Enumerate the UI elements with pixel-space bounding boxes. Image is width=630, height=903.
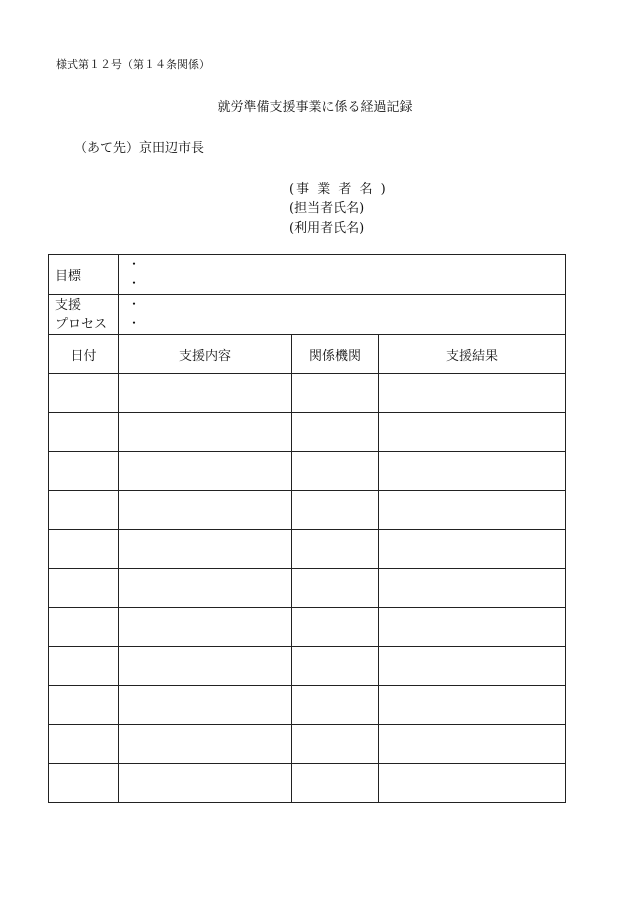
support-content-cell[interactable] (119, 686, 292, 725)
column-header-date: 日付 (49, 335, 119, 374)
column-header-support-content: 支援内容 (119, 335, 292, 374)
user-name-label: (利用者氏名) (289, 221, 365, 236)
related-agency-cell[interactable] (292, 764, 379, 803)
process-bullet: ・ (128, 316, 141, 330)
process-row (49, 295, 566, 335)
related-agency-cell[interactable] (292, 530, 379, 569)
table-row (49, 413, 566, 452)
support-result-cell[interactable] (379, 491, 566, 530)
table-row (49, 452, 566, 491)
support-content-cell[interactable] (119, 491, 292, 530)
record-rows (49, 374, 566, 803)
date-cell[interactable] (49, 725, 119, 764)
support-result-cell[interactable] (379, 647, 566, 686)
support-content-cell[interactable] (119, 725, 292, 764)
table-row (49, 764, 566, 803)
date-cell[interactable] (49, 452, 119, 491)
process-field[interactable] (119, 295, 566, 335)
support-content-cell[interactable] (119, 530, 292, 569)
goal-bullet: ・ (128, 257, 141, 271)
support-content-cell[interactable] (119, 764, 292, 803)
business-name-label: (事 業 者 名 ) (289, 182, 388, 197)
column-header-support-result: 支援結果 (379, 335, 566, 374)
table-row (49, 647, 566, 686)
table-row (49, 725, 566, 764)
addressee: （あて先）京田辺市長 (74, 141, 205, 156)
support-content-cell[interactable] (119, 452, 292, 491)
related-agency-cell[interactable] (292, 647, 379, 686)
support-result-cell[interactable] (379, 530, 566, 569)
support-result-cell[interactable] (379, 725, 566, 764)
date-cell[interactable] (49, 530, 119, 569)
process-bullet: ・ (128, 297, 141, 311)
date-cell[interactable] (49, 647, 119, 686)
table-row (49, 374, 566, 413)
date-cell[interactable] (49, 608, 119, 647)
support-result-cell[interactable] (379, 452, 566, 491)
related-agency-cell[interactable] (292, 374, 379, 413)
goal-field[interactable] (119, 255, 566, 295)
goal-bullet: ・ (128, 276, 141, 290)
column-header-related-agency: 関係機関 (292, 335, 379, 374)
support-result-cell[interactable] (379, 608, 566, 647)
date-cell[interactable] (49, 569, 119, 608)
process-label: 支援 プロセス (49, 295, 119, 335)
related-agency-cell[interactable] (292, 491, 379, 530)
related-agency-cell[interactable] (292, 608, 379, 647)
table-row (49, 686, 566, 725)
related-agency-cell[interactable] (292, 452, 379, 491)
support-result-cell[interactable] (379, 686, 566, 725)
date-cell[interactable] (49, 491, 119, 530)
form-number: 様式第１２号（第１４条関係） (56, 58, 210, 71)
support-content-cell[interactable] (119, 569, 292, 608)
support-content-cell[interactable] (119, 608, 292, 647)
related-agency-cell[interactable] (292, 725, 379, 764)
support-content-cell[interactable] (119, 374, 292, 413)
date-cell[interactable] (49, 413, 119, 452)
table-row (49, 608, 566, 647)
table-row (49, 530, 566, 569)
table-row (49, 569, 566, 608)
related-agency-cell[interactable] (292, 686, 379, 725)
date-cell[interactable] (49, 374, 119, 413)
support-result-cell[interactable] (379, 374, 566, 413)
table-row (49, 491, 566, 530)
goal-row (49, 255, 566, 295)
support-result-cell[interactable] (379, 569, 566, 608)
staff-name-label: (担当者氏名) (289, 201, 365, 216)
support-result-cell[interactable] (379, 413, 566, 452)
related-agency-cell[interactable] (292, 413, 379, 452)
support-result-cell[interactable] (379, 764, 566, 803)
column-header-row (49, 335, 566, 374)
date-cell[interactable] (49, 686, 119, 725)
progress-record-table (48, 254, 566, 803)
support-content-cell[interactable] (119, 647, 292, 686)
related-agency-cell[interactable] (292, 569, 379, 608)
support-content-cell[interactable] (119, 413, 292, 452)
goal-label: 目標 (49, 255, 119, 295)
document-title: 就労準備支援事業に係る経過記録 (217, 100, 413, 115)
date-cell[interactable] (49, 764, 119, 803)
